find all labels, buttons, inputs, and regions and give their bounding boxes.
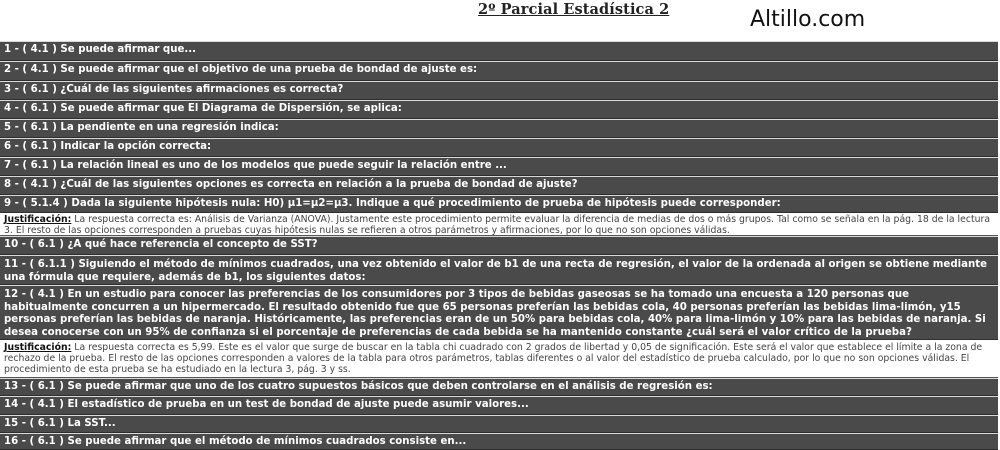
question-row: 12 - ( 4.1 ) En un estudio para conocer las preferencias de los consumidores por 3 tipos de bebidas gaseosas se ha tomado una encuesta a 120 personas que habitualmente concurren a un hipermercado. El resultado obtenido fue que 65 personas preferían las bebidas cola, 40 personas preferían las bebidas lima-limón, y15 personas preferían las bebidas de naranja. Históricamente, las preferencias eran de un 50% para bebidas cola, 40% para lima-limón y 10% para las bebidas de naranja. Si desea conocerse con un 95% de confianza si el porcentaje de preferencias de cada bebida se ha mantenido constante ¿cuál será el valor crítico de la prueba? xyxy=(0,285,998,340)
justification-label: Justificación: xyxy=(4,342,72,353)
question-row: 8 - ( 4.1 ) ¿Cuál de las siguientes opciones es correcta en relación a la prueba de bondad de ajuste? xyxy=(0,176,998,195)
question-row: 10 - ( 6.1 ) ¿A qué hace referencia el concepto de SST? xyxy=(0,236,998,255)
question-row: 5 - ( 6.1 ) La pendiente en una regresión indica: xyxy=(0,119,998,138)
justification-block xyxy=(0,213,998,236)
question-row: 13 - ( 6.1 ) Se puede afirmar que uno de los cuatro supuestos básicos que deben controlarse en el análisis de regresión es: xyxy=(0,378,998,396)
question-row: 15 - ( 6.1 ) La SST... xyxy=(0,415,998,433)
question-row: 4 - ( 6.1 ) Se puede afirmar que El Diagrama de Dispersión, se aplica: xyxy=(0,100,998,119)
justification-block xyxy=(0,340,998,378)
question-row: 2 - ( 4.1 ) Se puede afirmar que el objetivo de una prueba de bondad de ajuste es: xyxy=(0,61,998,81)
justification-label: Justificación: xyxy=(4,214,72,225)
question-row: 11 - ( 6.1.1 ) Siguiendo el método de mínimos cuadrados, una vez obtenido el valor de b1 de una recta de regresión, el valor de la ordenada al origen se obtiene mediante una fórmula que requiere, además de b1, los siguientes datos: xyxy=(0,255,998,285)
page-title: 2º Parcial Estadística 2 xyxy=(478,1,670,18)
question-row: 9 - ( 5.1.4 ) Dada la siguiente hipótesis nula: H0) μ1=μ2=μ3. Indique a qué procedimiento de prueba de hipótesis puede corresponder: xyxy=(0,195,998,213)
question-row: 7 - ( 6.1 ) La relación lineal es uno de los modelos que puede seguir la relación entre ... xyxy=(0,157,998,176)
justification-text: La respuesta correcta es 5,99. Este es el valor que surge de buscar en la tabla chi cuadrado con 2 grados de libertad y 0,05 de significación. Este será el valor que establece el límite a la zona de rechazo de la prueba. El resto de las opciones corresponden a valores de la tabla para otros parámetros, tablas diferentes o al valor del estadístico de prueba calculado, por lo que no son opciones válidas. El procedimiento de esta prueba se ha estudiado en la lectura 3, pág. 3 y ss. xyxy=(4,342,983,376)
question-row: 16 - ( 6.1 ) Se puede afirmar que el método de mínimos cuadrados consiste en... xyxy=(0,433,998,450)
question-row: 3 - ( 6.1 ) ¿Cuál de las siguientes afirmaciones es correcta? xyxy=(0,81,998,100)
brand-logo-text[interactable]: Altillo.com xyxy=(750,7,866,32)
question-row: 6 - ( 6.1 ) Indicar la opción correcta: xyxy=(0,138,998,157)
justification-text: La respuesta correcta es: Análisis de Varianza (ANOVA). Justamente este procedimiento permite evaluar la diferencia de medias de dos o más grupos. Tal como se señala en la pág. 18 de la lectura 3. El resto de las opciones corresponden a pruebas cuyas hipótesis nulas se refieren a otros parámetros y afirmaciones, por lo que no son opciones válidas. xyxy=(4,214,991,236)
question-row: 1 - ( 4.1 ) Se puede afirmar que... xyxy=(0,41,998,61)
question-row: 14 - ( 4.1 ) El estadístico de prueba en un test de bondad de ajuste puede asumir valores... xyxy=(0,396,998,415)
